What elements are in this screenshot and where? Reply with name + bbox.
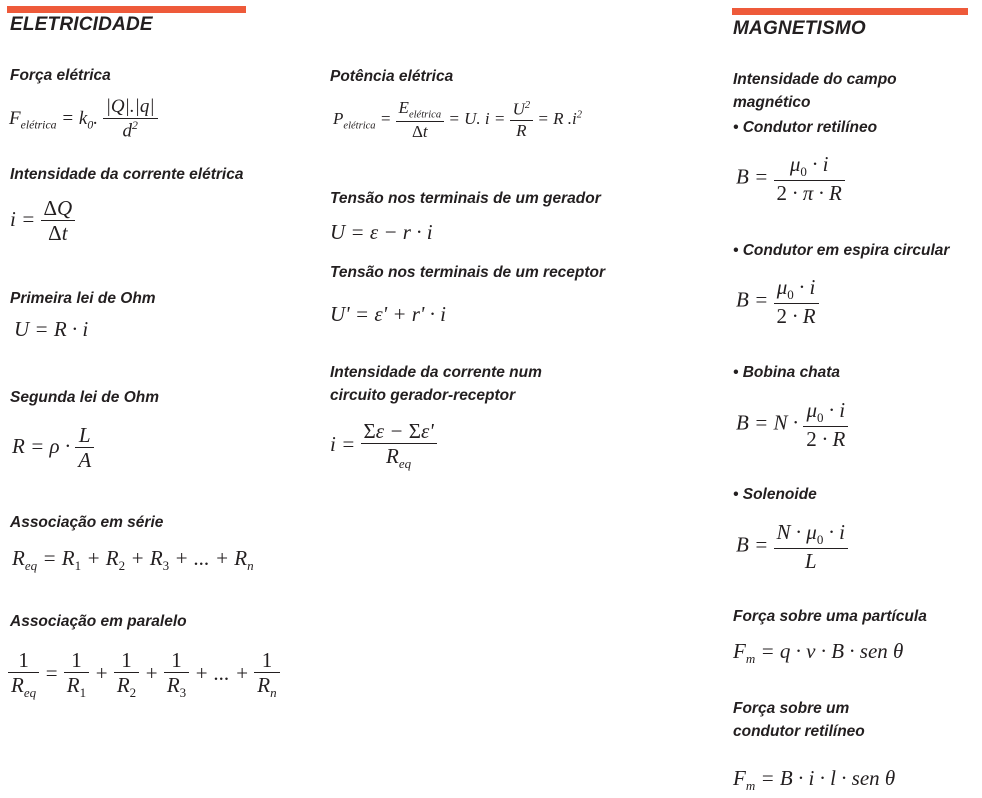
label-primeira-lei-ohm: Primeira lei de Ohm	[10, 290, 156, 307]
formula-segunda-lei-ohm: R = ρ · $\frac{L}{A}$	[12, 424, 94, 472]
label-forca-eletrica: Força elétrica	[10, 67, 111, 84]
label-forca-condutor: Força sobre um condutor retilíneo	[733, 700, 865, 740]
label-tensao-receptor: Tensão nos terminais de um receptor	[330, 264, 606, 281]
label-condutor-retilineo: • Condutor retilíneo	[733, 119, 878, 136]
label-associacao-serie: Associação em série	[10, 514, 164, 531]
formula-forca-particula: $F_m = q \cdot v \cdot B$ · sen θ	[733, 639, 904, 667]
label-forca-particula: Força sobre uma partícula	[733, 608, 927, 625]
formula-solenoide: B = $\frac{N \cdot \mu_0 \cdot i}{L}$	[736, 521, 848, 573]
formula-condutor-retilineo: B = $\frac{\mu_0 \cdot i}{2 \cdot \pi \cdot R}$	[736, 153, 845, 205]
magnetismo-accent-bar	[732, 8, 968, 15]
label-associacao-paralelo: Associação em paralelo	[10, 613, 187, 630]
label-intensidade-campo: Intensidade do campo magnético	[733, 71, 897, 111]
formula-intensidade-corrente: i = $\frac{\Delta Q}{\Delta t}$	[10, 197, 75, 245]
formula-associacao-paralelo: $\frac{1}{R_{eq}}$ = $\frac{1}{R_1}$ + $\frac{1}{R_2}$ + $\frac{1}{R_3}$ + ... + $\frac{1}{R_n}$	[8, 649, 280, 701]
label-bobina-chata: • Bobina chata	[733, 364, 841, 381]
label-intensidade-corrente: Intensidade da corrente elétrica	[10, 166, 244, 183]
formula-tensao-gerador: U = ε − r · i	[330, 220, 433, 244]
formula-forca-eletrica: $F_{elétrica} = k_0$. $\frac{|Q|.|q|}{d^2}$	[9, 97, 158, 142]
label-potencia-eletrica: Potência elétrica	[330, 68, 454, 85]
label-espira-circular: • Condutor em espira circular	[733, 242, 950, 259]
formula-corrente-circuito: i = $\frac{\Sigma\varepsilon - \Sigma\varepsilon'}{R_{eq}}$	[330, 420, 437, 472]
eletricidade-accent-bar	[7, 6, 246, 13]
label-solenoide: • Solenoide	[733, 486, 817, 503]
formula-tensao-receptor: U' = ε' + r' · i	[330, 302, 447, 326]
label-segunda-lei-ohm: Segunda lei de Ohm	[10, 389, 159, 406]
formula-associacao-serie: $R_{eq} = R_1 + R_2 + R_3$ + ... + $R_n$	[12, 546, 254, 574]
section-title-magnetismo: MAGNETISMO	[733, 18, 866, 39]
label-tensao-gerador: Tensão nos terminais de um gerador	[330, 190, 601, 207]
formula-potencia-eletrica: $P_{elétrica}$ = $\frac{E_{elétrica}}{\Delta t}$ = U. i = $\frac{U^2}{R}$ = R $.i^2$	[333, 98, 582, 141]
formula-bobina-chata: B = N · $\frac{\mu_0 \cdot i}{2 \cdot R}$	[736, 399, 848, 451]
formula-espira-circular: B = $\frac{\mu_0 \cdot i}{2 \cdot R}$	[736, 276, 819, 328]
formula-primeira-lei-ohm: U = R · i	[14, 317, 89, 341]
section-title-eletricidade: ELETRICIDADE	[10, 14, 153, 35]
formula-forca-condutor: $F_m = B \cdot i \cdot l$ · sen θ	[733, 766, 896, 794]
label-corrente-circuito: Intensidade da corrente num circuito gerador-receptor	[330, 364, 542, 404]
